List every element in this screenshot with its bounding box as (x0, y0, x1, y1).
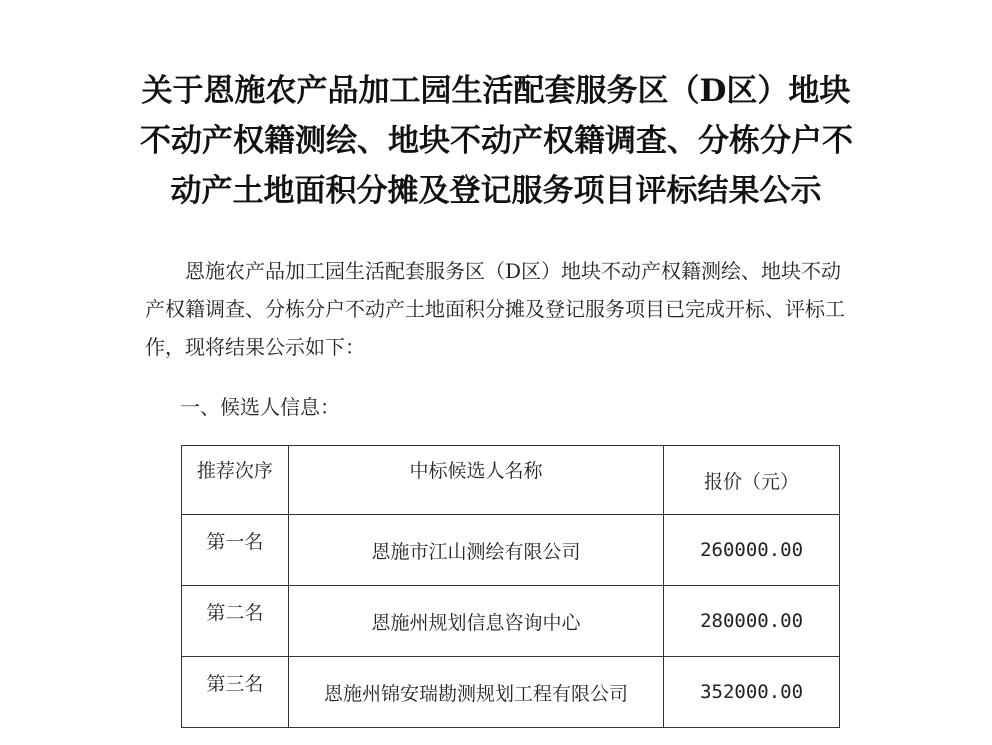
intro-line: 作，现将结果公示如下： (145, 335, 365, 359)
cell-rank: 第一名 (182, 515, 289, 586)
table-row (182, 586, 840, 657)
cell-name: 恩施市江山测绘有限公司 (288, 515, 663, 586)
cell-price: 280000.00 (664, 586, 840, 657)
cell-name: 恩施州锦安瑞勘测规划工程有限公司 (288, 657, 663, 728)
cell-rank: 第二名 (182, 586, 289, 657)
header-price: 报价（元） (664, 446, 840, 515)
header-rank: 推荐次序 (182, 446, 289, 515)
intro-line: 产权籍调查、分栋分户不动产土地面积分摊及登记服务项目已完成开标、评标工 (145, 297, 845, 321)
cell-price: 260000.00 (664, 515, 840, 586)
table-row (182, 657, 840, 728)
header-name: 中标候选人名称 (288, 446, 663, 515)
intro-paragraph (145, 252, 875, 366)
document-title (140, 66, 852, 216)
candidates-table (181, 445, 840, 728)
cell-name: 恩施州规划信息咨询中心 (288, 586, 663, 657)
title-line: 关于恩施农产品加工园生活配套服务区（D区）地块 (141, 73, 851, 109)
table-row (182, 515, 840, 586)
cell-rank: 第三名 (182, 657, 289, 728)
section-heading: 一、候选人信息： (180, 395, 340, 419)
table-header-row (182, 446, 840, 515)
intro-line: 恩施农产品加工园生活配套服务区（D区）地块不动产权籍测绘、地块不动 (185, 259, 842, 283)
cell-price: 352000.00 (664, 657, 840, 728)
title-line: 动产土地面积分摊及登记服务项目评标结果公示 (170, 173, 822, 209)
title-line: 不动产权籍测绘、地块不动产权籍调查、分栋分户不 (140, 123, 853, 159)
